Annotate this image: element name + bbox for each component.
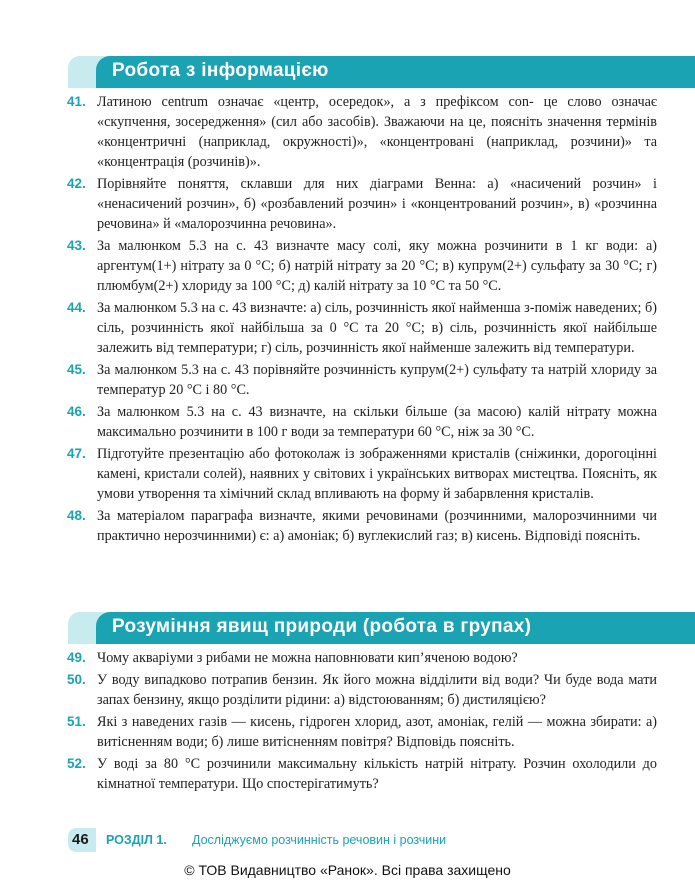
exercise-number: 47. xyxy=(67,446,86,461)
exercise-text: Латиною centrum означає «центр, осередок», а з префіксом con- це слово означає «скупчення, зосередження» (сил або засобів). Зважаючи на це, поясніть значення термінів «концентричні (наприклад, окружності)», «концентровані (наприклад, розчини)» та «концентрація (розчинів)». xyxy=(97,94,657,170)
exercise-number: 46. xyxy=(67,404,86,419)
exercise-number: 48. xyxy=(67,508,86,523)
exercise-number: 43. xyxy=(67,238,86,253)
exercise-text: За малюнком 5.3 на с. 43 порівняйте розчинність купрум(2+) сульфату та натрій хлориду за температур 20 °С і 80 °С. xyxy=(97,362,657,398)
exercise-number: 49. xyxy=(67,650,86,665)
exercise-45 xyxy=(67,360,657,400)
exercise-48 xyxy=(67,506,657,546)
exercise-text: Які з наведених газів — кисень, гідроген хлорид, азот, амоніак, гелій — можна збирати: а) витісненням води; б) лише витісненням повітря? Відповідь поясніть. xyxy=(97,714,657,750)
exercise-text: За малюнком 5.3 на с. 43 визначте, на скільки більше (за масою) калій нітрату можна максимально розчинити в 100 г води за температури 60 °С, ніж за 30 °С. xyxy=(97,404,657,440)
exercise-number: 50. xyxy=(67,672,86,687)
section-banner-group-work xyxy=(68,612,695,644)
page-footer xyxy=(68,826,588,854)
section-title: Розуміння явищ природи (робота в групах) xyxy=(112,616,532,637)
exercise-number: 45. xyxy=(67,362,86,377)
exercise-44 xyxy=(67,298,657,358)
exercise-50 xyxy=(67,670,657,710)
exercise-text: Підготуйте презентацію або фотоколаж із зображеннями кристалів (сніжинки, дорогоцінні камені, кристали солей), наявних у світових і українських витворах мистецтва. Поясніть, як умови утворення та хімічний склад впливають на форму й забарвлення кристалів. xyxy=(97,446,657,502)
exercise-42 xyxy=(67,174,657,234)
exercise-text: Порівняйте поняття, склавши для них діаграми Венна: а) «насичений розчин» і «ненасичений розчин», б) «розбавлений розчин» і «концентрований розчин», в) «розчинна речовина» й «малорозчинна речовина». xyxy=(97,176,657,232)
exercise-list-group-work xyxy=(67,648,657,796)
exercise-49 xyxy=(67,648,657,668)
exercise-number: 51. xyxy=(67,714,86,729)
exercise-list-information xyxy=(67,92,657,548)
chapter-title: Досліджуємо розчинність речовин і розчини xyxy=(192,833,447,847)
page-number: 46 xyxy=(72,831,89,848)
exercise-text: У воду випадково потрапив бензин. Як його можна відділити від води? Чи буде вода мати запах бензину, якщо розділити рідини: а) відстоюванням; б) дистиляцією? xyxy=(97,672,657,708)
exercise-52 xyxy=(67,754,657,794)
exercise-text: Чому акваріуми з рибами не можна наповнювати кип’яченою водою? xyxy=(97,650,518,666)
exercise-51 xyxy=(67,712,657,752)
section-banner-information xyxy=(68,56,695,88)
exercise-text: У воді за 80 °С розчинили максимальну кількість натрій нітрату. Розчин охолодили до кімнатної температури. Що спостерігатимуть? xyxy=(97,756,657,792)
exercise-41 xyxy=(67,92,657,172)
exercise-47 xyxy=(67,444,657,504)
section-title: Робота з інформацією xyxy=(112,60,329,81)
exercise-text: За малюнком 5.3 на с. 43 визначте масу солі, яку можна розчинити в 1 кг води: а) аргентум(1+) нітрату за 0 °С; б) натрій нітрату за 20 °С; в) купрум(2+) сульфату за 30 °С; г) плюмбум(2+) хлориду за 100 °С; д) калій нітрату за 10 °С та 50 °С. xyxy=(97,238,657,294)
exercise-number: 42. xyxy=(67,176,86,191)
exercise-number: 44. xyxy=(67,300,86,315)
exercise-text: За матеріалом параграфа визначте, якими речовинами (розчинними, малорозчинними чи практично нерозчинними) є: а) амоніак; б) вуглекислий газ; в) кисень. Відповіді поясніть. xyxy=(97,508,657,544)
copyright-notice: © ТОВ Видавництво «Ранок». Всі права захищено xyxy=(184,862,511,878)
exercise-46 xyxy=(67,402,657,442)
chapter-label: РОЗДІЛ 1. xyxy=(106,833,167,847)
exercise-number: 52. xyxy=(67,756,86,771)
exercise-number: 41. xyxy=(67,94,86,109)
exercise-43 xyxy=(67,236,657,296)
exercise-text: За малюнком 5.3 на с. 43 визначте: а) сіль, розчинність якої найменша з-поміж наведених; б) сіль, розчинність якої найбільша за 0 °С та 20 °С; в) сіль, розчинність якої найбільше залежить від температури; г) сіль, розчинність якої найменше залежить від температури. xyxy=(97,300,657,356)
